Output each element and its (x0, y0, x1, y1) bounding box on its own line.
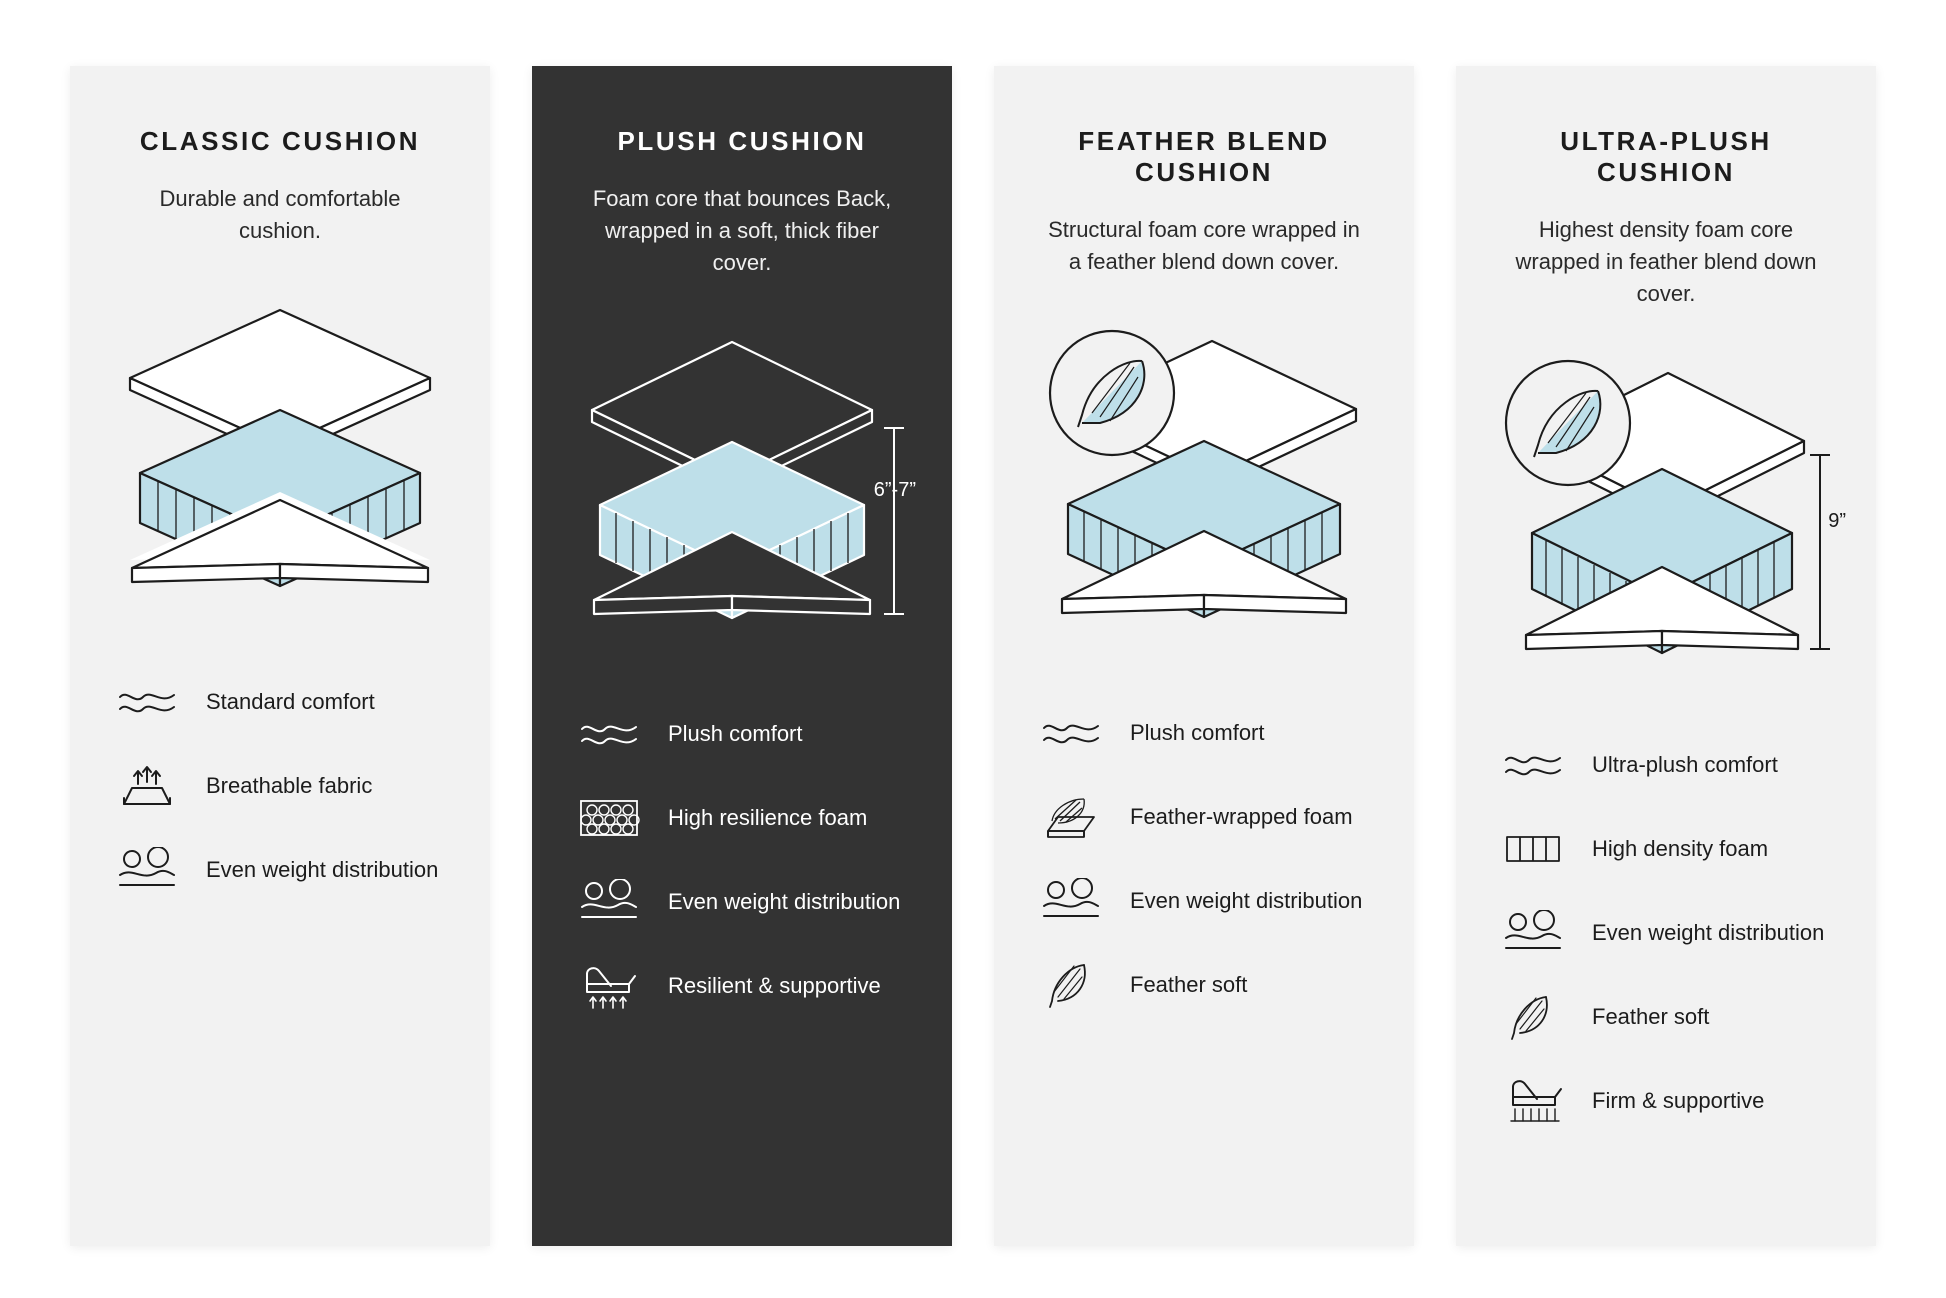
feature-label: Firm & supportive (1592, 1088, 1765, 1114)
wave-icon (1034, 704, 1108, 762)
card-ultra-plush-cushion (1456, 66, 1876, 1246)
dimension-label: 6”-7” (873, 478, 916, 501)
card-feather-blend-cushion (994, 66, 1414, 1246)
feature-item (1496, 1072, 1836, 1130)
feature-list (572, 705, 912, 1015)
feature-item (110, 841, 450, 899)
feature-label: Plush comfort (668, 721, 803, 747)
even-weight-icon (1496, 904, 1570, 962)
breathable-fabric-icon (110, 757, 184, 815)
cushion-layers-diagram (1034, 306, 1374, 676)
layers-illustration (110, 300, 450, 620)
feature-label: High density foam (1592, 836, 1769, 862)
feature-label: Feather-wrapped foam (1130, 804, 1353, 830)
cushion-layers-diagram (1496, 338, 1846, 708)
card-title: ULTRA-PLUSH CUSHION (1560, 126, 1772, 188)
feature-item (110, 673, 450, 731)
supportive-seat-icon (572, 957, 646, 1015)
high-density-foam-icon (1496, 820, 1570, 878)
supportive-seat-icon (1496, 1072, 1570, 1130)
feature-item (110, 757, 450, 815)
feature-item (572, 957, 912, 1015)
card-description: Structural foam core wrapped in a feather blend down cover. (1048, 217, 1360, 275)
layers-illustration (572, 332, 912, 652)
card-plush-cushion (532, 66, 952, 1246)
feature-label: Resilient & supportive (668, 973, 881, 999)
layers-illustration (1496, 363, 1836, 683)
feature-item (1034, 704, 1374, 762)
cushion-layers-diagram (110, 275, 450, 645)
feature-label: Plush comfort (1130, 720, 1265, 746)
feature-label: Even weight distribution (1592, 920, 1825, 946)
wave-icon (572, 705, 646, 763)
feature-item (1034, 872, 1374, 930)
feature-label: Feather soft (1130, 972, 1248, 998)
feather-icon (1034, 956, 1108, 1014)
card-description: Durable and comfortable cushion. (159, 186, 401, 244)
dimension-label: 9” (1828, 510, 1846, 533)
feature-item (572, 789, 912, 847)
feature-list (1496, 736, 1836, 1130)
feature-item (1496, 904, 1836, 962)
feature-item (572, 705, 912, 763)
card-title: CLASSIC CUSHION (139, 126, 421, 156)
feature-list (1034, 704, 1374, 1014)
wave-icon (1496, 736, 1570, 794)
feature-list (110, 673, 450, 899)
layers-illustration (1034, 331, 1374, 651)
feature-item (1496, 988, 1836, 1046)
feature-label: Even weight distribution (1130, 888, 1363, 914)
card-title: PLUSH CUSHION (617, 126, 867, 156)
feature-label: Breathable fabric (206, 773, 373, 799)
honeycomb-foam-icon (572, 789, 646, 847)
feature-item (1496, 736, 1836, 794)
card-classic-cushion (70, 66, 490, 1246)
even-weight-icon (110, 841, 184, 899)
feather-icon (1496, 988, 1570, 1046)
wave-icon (110, 673, 184, 731)
cushion-layers-diagram (572, 307, 916, 677)
feather-wrapped-foam-icon (1034, 788, 1108, 846)
feature-item (1034, 956, 1374, 1014)
card-description: Highest density foam core wrapped in feather blend down cover. (1515, 217, 1817, 307)
feature-label: Feather soft (1592, 1004, 1710, 1030)
card-description: Foam core that bounces Back, wrapped in a soft, thick fiber cover. (592, 186, 892, 275)
feature-label: Even weight distribution (668, 889, 901, 915)
feature-label: High resilience foam (668, 805, 868, 831)
feature-item (1034, 788, 1374, 846)
even-weight-icon (1034, 872, 1108, 930)
feature-label: Even weight distribution (206, 857, 439, 883)
feature-label: Standard comfort (206, 689, 375, 715)
card-title: FEATHER BLEND CUSHION (1078, 126, 1330, 188)
feature-item (1496, 820, 1836, 878)
feature-label: Ultra-plush comfort (1592, 752, 1778, 778)
feature-item (572, 873, 912, 931)
even-weight-icon (572, 873, 646, 931)
